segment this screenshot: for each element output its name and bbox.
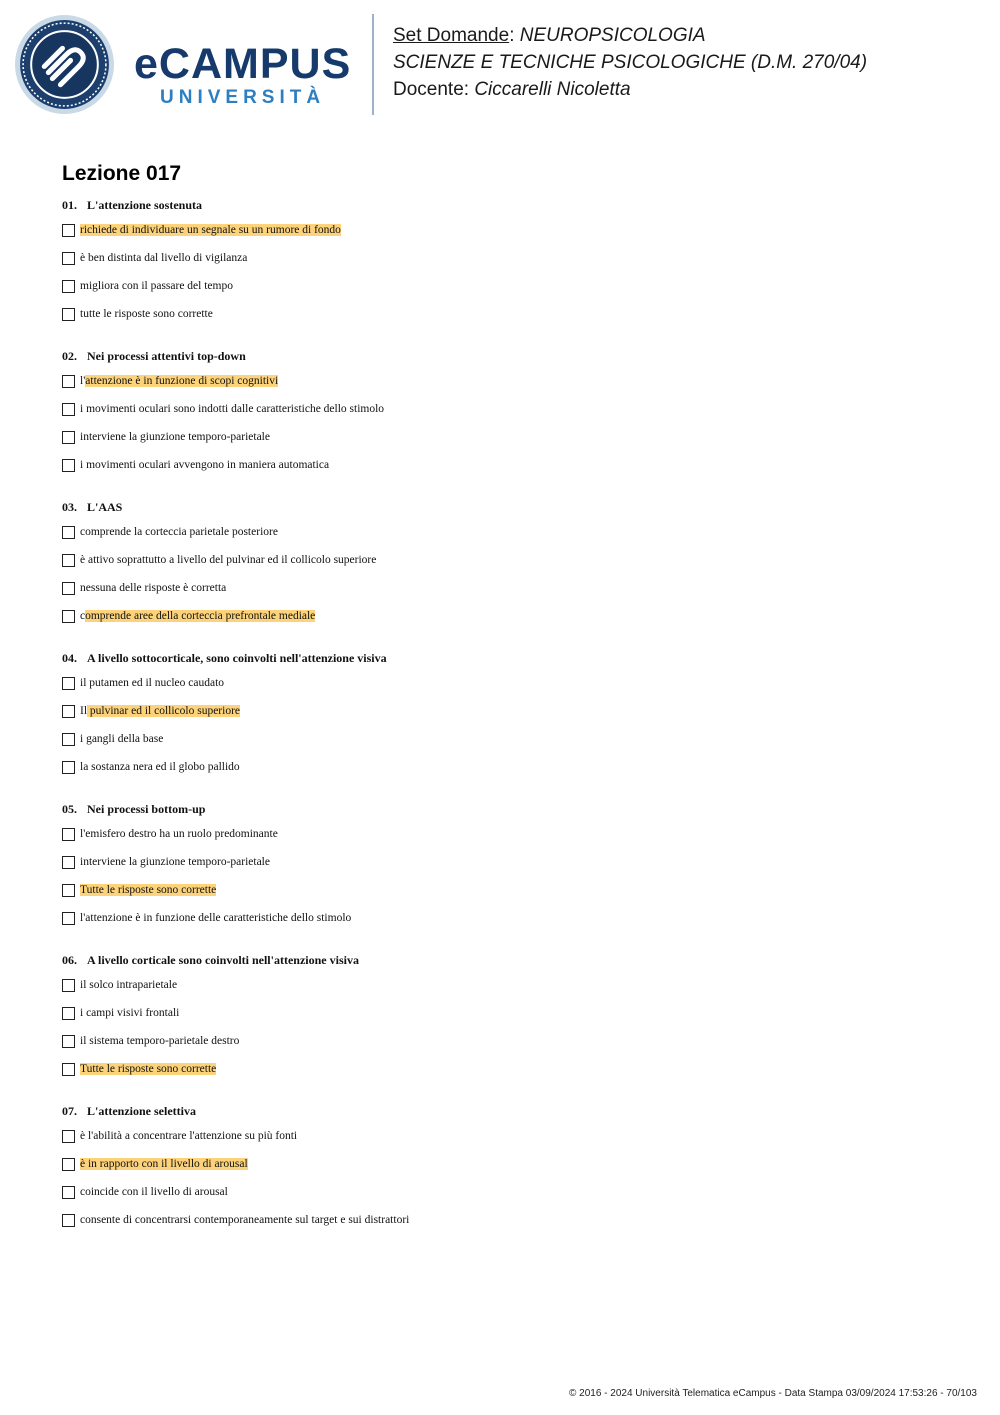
- question-text: L'AAS: [87, 500, 123, 514]
- answer-checkbox[interactable]: [62, 733, 75, 746]
- answer-option[interactable]: [62, 298, 762, 326]
- logo-subtitle: UNIVERSITÀ: [160, 87, 326, 108]
- answer-option[interactable]: [62, 1148, 762, 1176]
- answer-option[interactable]: [62, 421, 762, 449]
- answer-checkbox[interactable]: [62, 1158, 75, 1171]
- question-number: 05.: [62, 802, 77, 816]
- question-title: [62, 347, 762, 365]
- answer-text: [80, 911, 351, 926]
- answer-text: [80, 279, 233, 294]
- answer-text: [80, 1034, 239, 1049]
- answer-option[interactable]: [62, 449, 762, 477]
- answer-option[interactable]: [62, 600, 762, 628]
- answer-option[interactable]: [62, 1204, 762, 1232]
- header-divider: [372, 14, 374, 115]
- question-6: [62, 951, 762, 1081]
- answer-checkbox[interactable]: [62, 224, 75, 237]
- answer-checkbox[interactable]: [62, 1063, 75, 1076]
- answer-checkbox[interactable]: [62, 610, 75, 623]
- answer-text-plain: è attivo soprattutto a livello del pulvinar ed il collicolo superiore: [80, 554, 377, 566]
- university-seal-icon: [14, 14, 115, 115]
- answer-text: [80, 827, 278, 842]
- answer-highlight: richiede di individuare un segnale su un rumore di fondo: [80, 224, 341, 236]
- answer-option[interactable]: [62, 751, 762, 779]
- answer-option[interactable]: [62, 393, 762, 421]
- answer-option[interactable]: [62, 695, 762, 723]
- ecampus-logo: [14, 14, 359, 118]
- question-title: [62, 196, 762, 214]
- page-footer: © 2016 - 2024 Università Telematica eCampus - Data Stampa 03/09/2024 17:53:26 - 70/103: [569, 1388, 977, 1399]
- answer-checkbox[interactable]: [62, 1186, 75, 1199]
- answer-text-plain: il putamen ed il nucleo caudato: [80, 677, 225, 689]
- question-7: [62, 1102, 762, 1232]
- question-text: L'attenzione selettiva: [87, 1104, 196, 1118]
- question-number: 07.: [62, 1104, 77, 1118]
- answer-text-plain: i movimenti oculari avvengono in maniera automatica: [80, 459, 330, 471]
- answer-text: [80, 1006, 179, 1021]
- answer-text: [80, 430, 270, 445]
- question-number: 01.: [62, 198, 77, 212]
- answer-option[interactable]: [62, 270, 762, 298]
- answer-text-plain: è l'abilità a concentrare l'attenzione su più fonti: [80, 1130, 298, 1142]
- answer-option[interactable]: [62, 818, 762, 846]
- answer-option[interactable]: [62, 1120, 762, 1148]
- logo-wordmark: eCAMPUS: [134, 40, 352, 88]
- lesson-title: Lezione 017: [62, 162, 182, 185]
- answer-checkbox[interactable]: [62, 280, 75, 293]
- answer-checkbox[interactable]: [62, 526, 75, 539]
- question-text: Nei processi bottom-up: [87, 802, 206, 816]
- answer-text: [80, 1129, 297, 1144]
- answer-highlight: attenzione è in funzione di scopi cognitivi: [85, 375, 279, 387]
- answer-option[interactable]: [62, 902, 762, 930]
- answer-highlight: Tutte le risposte sono corrette: [80, 1063, 217, 1075]
- teacher-name: Ciccarelli Nicoletta: [474, 79, 631, 100]
- answer-highlight: omprende aree della corteccia prefrontale mediale: [85, 610, 316, 622]
- answer-checkbox[interactable]: [62, 308, 75, 321]
- answer-option[interactable]: [62, 1025, 762, 1053]
- answer-text: [80, 732, 163, 747]
- answer-option[interactable]: [62, 667, 762, 695]
- answer-option[interactable]: [62, 1053, 762, 1081]
- answer-text-plain: l': [80, 375, 86, 387]
- answer-text: [80, 676, 224, 691]
- answer-checkbox[interactable]: [62, 431, 75, 444]
- answer-text-plain: i movimenti oculari sono indotti dalle caratteristiche dello stimolo: [80, 403, 385, 415]
- answer-text-plain: i gangli della base: [80, 733, 164, 745]
- answer-text: [80, 1185, 228, 1200]
- answer-checkbox[interactable]: [62, 705, 75, 718]
- answer-option[interactable]: [62, 516, 762, 544]
- answer-text-plain: c: [80, 610, 86, 622]
- answer-text-plain: comprende la corteccia parietale posteriore: [80, 526, 278, 538]
- answer-text: [80, 553, 376, 568]
- answer-text: [80, 760, 240, 775]
- answer-text: [80, 458, 329, 473]
- answer-text-plain: interviene la giunzione temporo-parietale: [80, 856, 270, 868]
- answer-checkbox[interactable]: [62, 459, 75, 472]
- set-label: Set Domande: [393, 25, 510, 46]
- document-header: [393, 22, 867, 103]
- answer-text-plain: è ben distinta dal livello di vigilanza: [80, 252, 248, 264]
- question-5: [62, 800, 762, 930]
- answer-text: [80, 704, 240, 719]
- question-title: [62, 951, 762, 969]
- answer-text: [80, 581, 226, 596]
- question-2: [62, 347, 762, 477]
- answer-option[interactable]: [62, 242, 762, 270]
- answer-text-plain: il solco intraparietale: [80, 979, 178, 991]
- answer-option[interactable]: [62, 544, 762, 572]
- answer-checkbox[interactable]: [62, 1035, 75, 1048]
- answer-highlight: pulvinar ed il collicolo superiore: [87, 705, 241, 717]
- answer-text: [80, 609, 315, 624]
- question-title: [62, 800, 762, 818]
- question-1: [62, 196, 762, 326]
- question-number: 04.: [62, 651, 77, 665]
- answer-text-plain: nessuna delle risposte è corretta: [80, 582, 227, 594]
- teacher-line: [393, 76, 867, 103]
- set-line: Set Domande: NEUROPSICOLOGIA: [393, 25, 706, 46]
- answer-text: [80, 855, 270, 870]
- answer-text: [80, 1157, 248, 1172]
- answer-option[interactable]: [62, 572, 762, 600]
- question-number: 02.: [62, 349, 77, 363]
- answer-text-plain: tutte le risposte sono corrette: [80, 308, 213, 320]
- question-text: A livello sottocorticale, sono coinvolti nell'attenzione visiva: [87, 651, 387, 665]
- answer-checkbox[interactable]: [62, 761, 75, 774]
- question-title: [62, 1102, 762, 1120]
- answer-text: [80, 251, 247, 266]
- answer-checkbox[interactable]: [62, 912, 75, 925]
- answer-option[interactable]: [62, 1176, 762, 1204]
- answer-checkbox[interactable]: [62, 884, 75, 897]
- answer-option[interactable]: [62, 214, 762, 242]
- answer-checkbox[interactable]: [62, 554, 75, 567]
- question-text: L'attenzione sostenuta: [87, 198, 202, 212]
- question-title: [62, 649, 762, 667]
- answer-option[interactable]: [62, 365, 762, 393]
- answer-option[interactable]: [62, 846, 762, 874]
- answer-text: [80, 883, 216, 898]
- answer-text-plain: Il: [80, 705, 88, 717]
- answer-text-plain: interviene la giunzione temporo-parietale: [80, 431, 270, 443]
- answer-checkbox[interactable]: [62, 1130, 75, 1143]
- answer-text: [80, 1213, 409, 1228]
- course-name: SCIENZE E TECNICHE PSICOLOGICHE (D.M. 270/04): [393, 52, 868, 73]
- answer-text: [80, 307, 213, 322]
- answer-checkbox[interactable]: [62, 1007, 75, 1020]
- answer-text-plain: l'attenzione è in funzione delle caratteristiche dello stimolo: [80, 912, 352, 924]
- answer-text-plain: migliora con il passare del tempo: [80, 280, 233, 292]
- question-number: 03.: [62, 500, 77, 514]
- answer-checkbox[interactable]: [62, 1214, 75, 1227]
- answer-text-plain: coincide con il livello di arousal: [80, 1186, 228, 1198]
- question-number: 06.: [62, 953, 77, 967]
- set-value: NEUROPSICOLOGIA: [519, 25, 706, 46]
- answer-checkbox[interactable]: [62, 677, 75, 690]
- answer-text: [80, 978, 177, 993]
- answer-option[interactable]: [62, 723, 762, 751]
- answer-text-plain: l'emisfero destro ha un ruolo predominante: [80, 828, 278, 840]
- question-4: [62, 649, 762, 779]
- answer-text-plain: la sostanza nera ed il globo pallido: [80, 761, 240, 773]
- question-text: A livello corticale sono coinvolti nell'attenzione visiva: [87, 953, 359, 967]
- answer-checkbox[interactable]: [62, 582, 75, 595]
- answer-option[interactable]: [62, 969, 762, 997]
- answer-checkbox[interactable]: [62, 403, 75, 416]
- question-3: [62, 498, 762, 628]
- question-title: [62, 498, 762, 516]
- answer-text: [80, 374, 278, 389]
- answer-text: [80, 525, 278, 540]
- answer-text-plain: il sistema temporo-parietale destro: [80, 1035, 240, 1047]
- answer-checkbox[interactable]: [62, 252, 75, 265]
- answer-checkbox[interactable]: [62, 828, 75, 841]
- answer-highlight: è in rapporto con il livello di arousal: [80, 1158, 248, 1170]
- answer-option[interactable]: [62, 997, 762, 1025]
- answer-text-plain: i campi visivi frontali: [80, 1007, 180, 1019]
- answer-checkbox[interactable]: [62, 375, 75, 388]
- answer-text: [80, 223, 341, 238]
- answer-text: [80, 1062, 216, 1077]
- answer-checkbox[interactable]: [62, 856, 75, 869]
- teacher-label: Docente:: [393, 79, 470, 100]
- question-text: Nei processi attentivi top-down: [87, 349, 246, 363]
- answer-option[interactable]: [62, 874, 762, 902]
- answer-text-plain: consente di concentrarsi contemporaneamente sul target e sui distrattori: [80, 1214, 410, 1226]
- answer-text: [80, 402, 384, 417]
- answer-highlight: Tutte le risposte sono corrette: [80, 884, 217, 896]
- answer-checkbox[interactable]: [62, 979, 75, 992]
